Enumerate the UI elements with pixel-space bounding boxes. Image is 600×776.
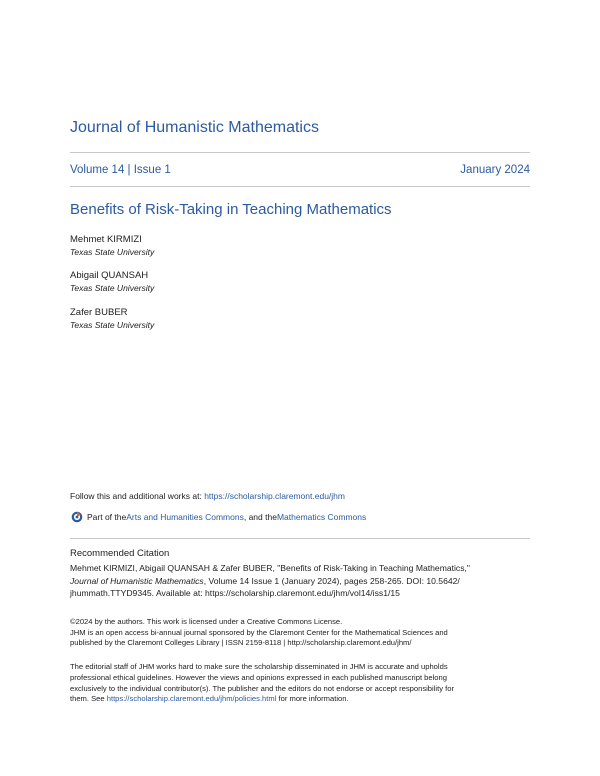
follow-line (70, 491, 345, 501)
editorial-line-4-suffix: for more information. (276, 694, 349, 704)
journal-title: Journal of Humanistic Mathematics (70, 119, 319, 136)
arts-humanities-commons-link[interactable]: Arts and Humanities Commons (126, 512, 244, 522)
editorial-line-2: professional ethical guidelines. However the views and opinions expressed in each published manuscript belong (70, 672, 447, 682)
author-name-2: Abigail QUANSAH (70, 270, 149, 281)
license-block (70, 617, 532, 649)
citation-line-2 (70, 575, 532, 588)
author-affiliation-2: Texas State University (70, 283, 155, 293)
author-name-1: Mehmet KIRMIZI (70, 234, 142, 245)
citation-journal: Journal of Humanistic Mathematics (70, 575, 204, 586)
follow-link[interactable]: https://scholarship.claremont.edu/jhm (204, 491, 345, 501)
editorial-line-4-prefix: them. See (70, 694, 107, 704)
license-line-1: ©2024 by the authors. This work is licensed under a Creative Commons License. (70, 617, 343, 626)
author-affiliation-1: Texas State University (70, 247, 155, 257)
divider-top (70, 152, 530, 153)
author-name-3: Zafer BUBER (70, 307, 128, 318)
editorial-statement (70, 662, 532, 705)
editorial-line-4 (70, 694, 532, 705)
recommended-citation-heading: Recommended Citation (70, 548, 170, 559)
editorial-line-3: exclusively to the individual contributor(s). The publisher and the editors do not endorse or accept responsibility for (70, 683, 454, 693)
citation-text (70, 562, 532, 600)
issue-date: January 2024 (460, 164, 530, 176)
license-line-2: JHM is an open access bi-annual journal sponsored by the Claremont Center for the Mathematical Sciences and (70, 627, 448, 637)
article-title[interactable]: Benefits of Risk-Taking in Teaching Mathematics (70, 201, 392, 218)
part-of-middle: , and the (243, 512, 277, 522)
mathematics-commons-link[interactable]: Mathematics Commons (276, 512, 367, 522)
policies-link[interactable]: https://scholarship.claremont.edu/jhm/policies.html (106, 694, 277, 704)
author-affiliation-3: Texas State University (70, 320, 155, 330)
part-of-line (70, 510, 366, 524)
divider-bottom (70, 186, 530, 187)
citation-line-2-rest: , Volume 14 Issue 1 (January 2024), pages 258-265. DOI: 10.5642/ (203, 575, 460, 586)
license-line-3: published by the Claremont Colleges Library | ISSN 2159-8118 | http://scholarship.claremont.edu/jhm/ (70, 638, 412, 647)
editorial-line-1: The editorial staff of JHM works hard to make sure the scholarship disseminated in JHM is accurate and upholds (70, 662, 448, 671)
part-of-prefix: Part of the (87, 512, 127, 522)
divider-citation (70, 538, 530, 539)
follow-prefix: Follow this and additional works at: (70, 491, 205, 501)
citation-line-3: jhummath.TTYD9345. Available at: https://scholarship.claremont.edu/jhm/vol14/iss1/15 (70, 588, 400, 598)
volume-issue: Volume 14 | Issue 1 (70, 164, 171, 176)
citation-line-1: Mehmet KIRMIZI, Abigail QUANSAH & Zafer BUBER, "Benefits of Risk-Taking in Teaching Mathematics," (70, 563, 470, 573)
open-access-icon (70, 510, 84, 524)
